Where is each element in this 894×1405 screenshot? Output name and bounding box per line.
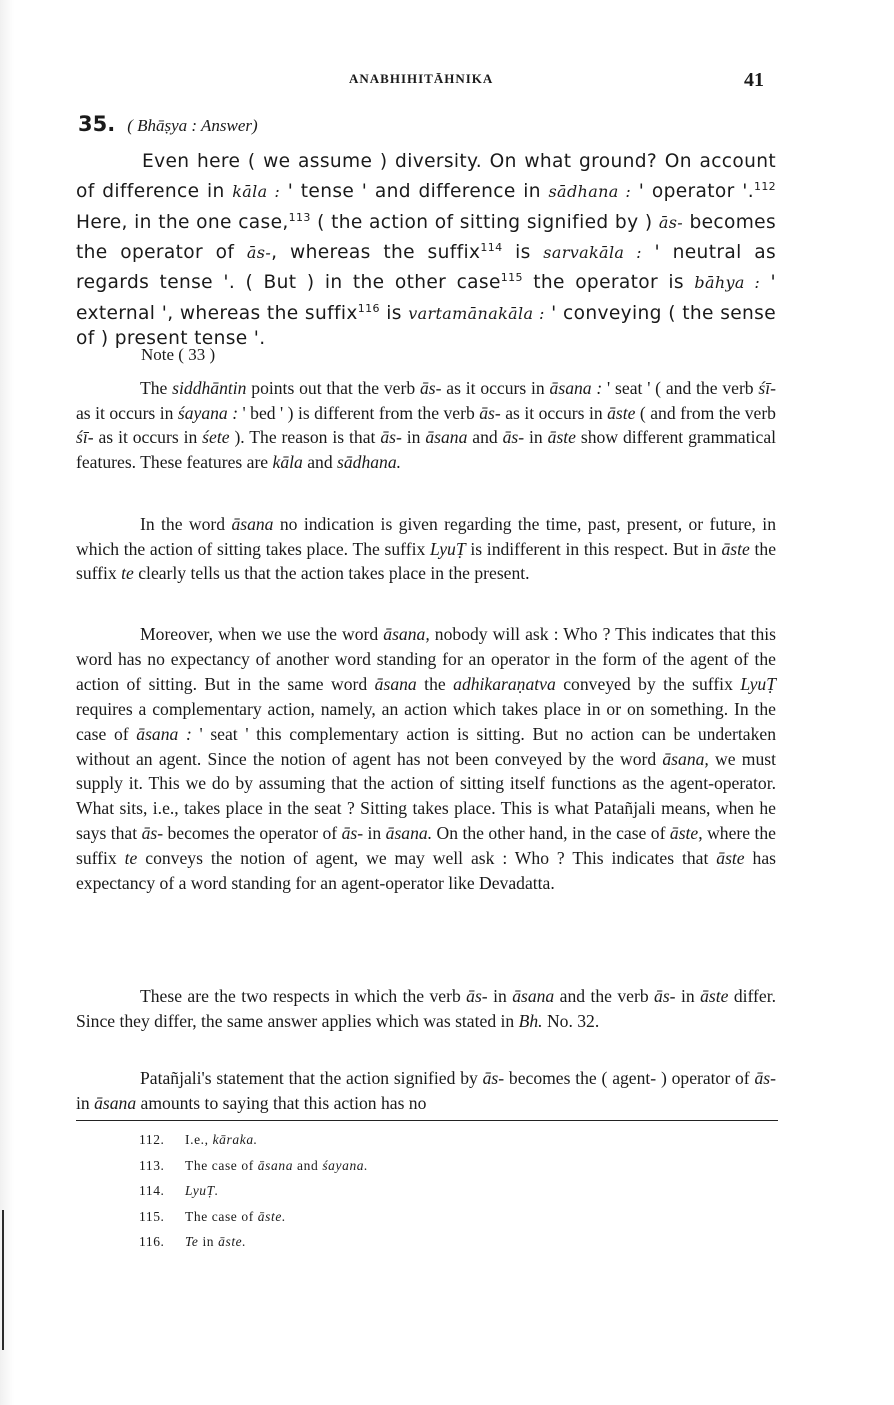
page-edge-shadow <box>0 0 14 1405</box>
italic-term: ās- <box>466 986 488 1006</box>
text-run: ' seat ' this complementary action is sitting. But no action can be undertaken without an agent. Since the notion of agent has not been conveyed by the word <box>76 723 776 769</box>
text-run: Even here ( we assume ) diversity. On what ground? On account of difference in <box>76 151 776 203</box>
text-run: in <box>524 427 548 448</box>
footnote-list <box>139 1131 368 1259</box>
text-run: in <box>675 986 701 1006</box>
italic-term: ās- <box>419 378 442 398</box>
italic-term: āste <box>721 538 750 559</box>
italic-term: ās- <box>658 212 684 232</box>
footnote-ref: 115 <box>500 271 523 285</box>
italic-term: kāraka. <box>212 1132 258 1147</box>
text-run: is <box>379 302 409 324</box>
text-run: as it occurs in <box>76 402 178 423</box>
text-run: ' seat ' ( and the verb <box>602 378 759 398</box>
italic-term: te <box>121 563 134 584</box>
italic-term: adhikaraṇatva <box>453 673 556 694</box>
footnote-number: 113. <box>139 1157 165 1173</box>
text-run: requires a complementary action, namely, an action which takes place in or on something. In the case of <box>76 698 776 744</box>
section-label: ( Bhāṣya : Answer) <box>127 116 258 135</box>
text-run: we must supply it. This we do by assuming that the action of sitting itself functions as the agent-operator. What sits, i.e., takes place in the seat ? Sitting takes place. This is what Patañjali means, when he says that <box>76 748 776 844</box>
italic-term: ās- <box>141 823 164 844</box>
italic-term: ās- <box>341 823 364 844</box>
footnote-ref: 112 <box>753 180 777 194</box>
text-run: ' operator '. <box>631 181 754 203</box>
text-run: points out that the verb <box>246 378 420 398</box>
footnote-item <box>139 1157 368 1183</box>
text-run: becomes the operator of <box>76 211 776 264</box>
italic-term: ās- <box>479 402 501 423</box>
footnote-ref: 113 <box>288 210 311 224</box>
italic-term: āsana <box>231 514 274 534</box>
italic-term: āste. <box>257 1208 286 1224</box>
italic-term: LyuṬ <box>740 673 776 694</box>
text-run: no indication is given regarding the time, past, present, or future, in which the action of sitting takes place. The suffix <box>76 514 776 559</box>
text-run: show different grammatical features. These features are <box>76 427 777 472</box>
text-run: the operator is <box>522 272 695 294</box>
text-run: in <box>401 427 426 448</box>
text-run: The <box>140 378 173 398</box>
text-run: ' external ', whereas the suffix <box>76 272 776 324</box>
footnote-ref: 116 <box>357 301 380 315</box>
italic-term: kāla : <box>232 182 281 202</box>
footnote-rule <box>76 1120 778 1121</box>
text-run: is indifferent in this respect. But in <box>465 538 722 559</box>
italic-term: āsana : <box>549 378 603 398</box>
italic-term: āste <box>547 427 576 448</box>
text-run: as it occurs in <box>500 402 608 423</box>
text-run: conveys the notion of agent, we may well ask : Who ? This indicates that <box>137 848 717 869</box>
text-run: ). The reason is that <box>229 427 381 448</box>
note-paragraph <box>76 512 776 586</box>
text-run: These are the two respects in which the verb <box>140 986 467 1006</box>
italic-term: Bh. <box>518 1010 543 1031</box>
footnote-item <box>139 1131 368 1157</box>
text-run: in <box>76 1092 95 1113</box>
text-run: and <box>467 427 503 448</box>
text-run: becomes the ( agent- ) operator of <box>504 1068 755 1088</box>
footnote-number: 115. <box>139 1208 165 1224</box>
italic-term: sarvakāla : <box>543 243 642 263</box>
note-paragraph <box>76 622 776 896</box>
text-run: In the word <box>140 514 232 534</box>
text-run: the suffix <box>76 538 777 584</box>
italic-term: sādhana. <box>337 451 402 472</box>
text-run: as it occurs in <box>93 427 203 448</box>
note-paragraph <box>76 376 776 474</box>
text-run: becomes the operator of <box>163 823 342 844</box>
italic-term: kāla <box>272 451 303 472</box>
text-run: The case of <box>185 1157 258 1173</box>
section-heading <box>78 112 258 136</box>
page-number: 41 <box>744 69 764 91</box>
text-run: the <box>416 673 454 694</box>
text-run: in <box>363 823 386 844</box>
page-edge-mark <box>2 1210 4 1350</box>
italic-term: śete <box>202 427 230 448</box>
text-run: Patañjali's statement that the action signified by <box>140 1068 483 1088</box>
text-run: is <box>502 242 544 264</box>
italic-term: ās- <box>380 427 402 448</box>
italic-term: āsana <box>425 427 468 448</box>
text-run: ' conveying ( the sense of ) present tense '. <box>76 302 776 350</box>
italic-term: āsana <box>94 1092 137 1113</box>
text-run: in <box>487 986 513 1006</box>
text-run: differ. Since they differ, the same answer applies which was stated in <box>76 986 776 1031</box>
text-run: On the other hand, in the case of <box>432 823 670 844</box>
italic-term: āsana. <box>385 823 433 844</box>
text-run: ( the action of sitting signified by ) <box>310 211 659 233</box>
note-title: Note ( 33 ) <box>141 345 216 364</box>
italic-term: vartamānakāla : <box>408 303 545 323</box>
italic-term: ās- <box>502 427 525 448</box>
text-run: as it occurs in <box>441 378 550 398</box>
italic-term: āste. <box>218 1234 247 1250</box>
text-run: ' neutral as regards tense '. ( But ) in the other case <box>76 242 777 294</box>
text-run: and <box>302 451 338 472</box>
text-run: nobody will ask : Who ? This indicates that this word has no expectancy of another word standing for an operator in the form of the agent of the action of sitting. But in the same word <box>76 624 776 694</box>
italic-term: śī- <box>76 427 94 448</box>
text-run: ' bed ' ) is different from the verb <box>238 402 480 423</box>
italic-term: śayana. <box>322 1157 369 1173</box>
text-run: No. 32. <box>542 1010 600 1031</box>
text-run: has expectancy of a word standing for an agent-operator like Devadatta. <box>76 848 776 894</box>
section-number: 35. <box>78 112 116 136</box>
text-run: clearly tells us that the action takes place in the present. <box>133 563 530 584</box>
italic-term: ās- <box>654 986 676 1006</box>
italic-term: śayana : <box>177 402 239 423</box>
italic-term: sādhana : <box>548 182 632 202</box>
footnote-item <box>139 1208 368 1234</box>
text-run: conveyed by the suffix <box>555 673 741 694</box>
text-run: ( and from the verb <box>635 402 776 423</box>
text-run: where the suffix <box>76 823 776 869</box>
italic-term: āste <box>700 986 729 1006</box>
text-run: and <box>293 1157 323 1173</box>
italic-term: ās- <box>246 243 272 263</box>
text-run: Here, in the one case, <box>76 211 289 233</box>
italic-term: LyuṬ <box>429 538 466 559</box>
footnote-item <box>139 1233 368 1259</box>
text-run: Moreover, when we use the word <box>140 624 384 644</box>
italic-term: āste <box>716 848 745 869</box>
italic-term: siddhāntin <box>172 378 247 398</box>
text-run: I.e., <box>185 1132 213 1147</box>
bhasya-answer-text <box>76 149 776 351</box>
italic-term: āste, <box>669 823 703 844</box>
italic-term: ās- <box>754 1068 776 1088</box>
running-header: ANABHIHITĀHNIKA <box>349 71 494 86</box>
footnote-ref: 114 <box>480 240 503 254</box>
italic-term: āsana <box>257 1157 294 1173</box>
text-run: and the verb <box>554 986 655 1006</box>
footnote-number: 112. <box>139 1132 165 1147</box>
note-paragraph <box>76 984 776 1033</box>
text-run: in <box>198 1234 219 1250</box>
italic-term: śī- <box>758 378 777 398</box>
italic-term: Te <box>185 1234 199 1250</box>
italic-term: te <box>124 848 138 869</box>
text-run: ' tense ' and difference in <box>280 181 549 203</box>
footnote-number: 114. <box>139 1183 165 1199</box>
footnote-number: 116. <box>139 1234 165 1250</box>
italic-term: āsana, <box>662 748 709 769</box>
italic-term: āste <box>607 402 636 423</box>
italic-term: āsana : <box>136 723 192 744</box>
italic-term: āsana <box>374 673 417 694</box>
italic-term: bāhya : <box>694 273 761 293</box>
italic-term: āsana <box>512 986 555 1006</box>
text-run: amounts to saying that this action has no <box>136 1092 427 1113</box>
text-run: , whereas the suffix <box>271 242 481 264</box>
italic-term: LyuṬ. <box>185 1183 219 1199</box>
italic-term: āsana, <box>383 624 430 644</box>
footnote-item <box>139 1182 368 1208</box>
text-run: The case of <box>185 1208 258 1224</box>
note-paragraph <box>76 1066 776 1115</box>
italic-term: ās- <box>482 1068 505 1088</box>
